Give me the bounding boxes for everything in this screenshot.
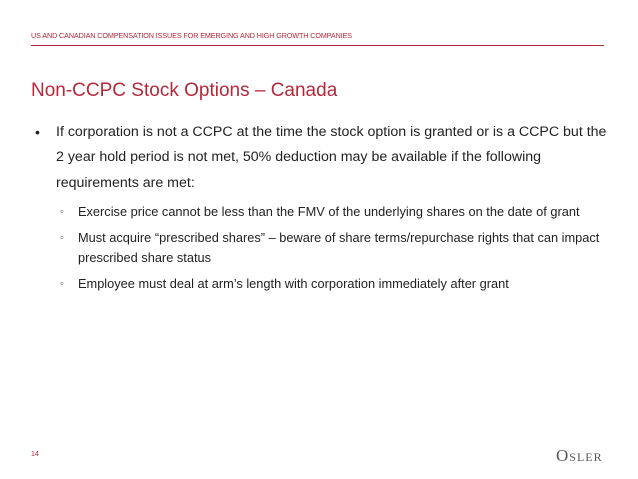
sub-bullet	[31, 202, 611, 222]
running-header: US AND CANADIAN COMPENSATION ISSUES FOR EMERGING AND HIGH GROWTH COMPANIES	[31, 31, 352, 40]
sub-bullet-text: Exercise price cannot be less than the FMV of the underlying shares on the date of grant	[78, 203, 580, 219]
main-bullet-text: If corporation is not a CCPC at the time the stock option is granted or is a CCPC but the 2 year hold period is not met, 50% deduction may be available if the following requirements are met:	[56, 124, 607, 191]
sub-bullet-icon: ◦	[60, 231, 64, 244]
sub-bullet-text: Must acquire “prescribed shares” – beware of share terms/repurchase rights that can impact prescribed share status	[78, 229, 600, 265]
sub-bullet	[31, 274, 611, 294]
sub-bullet	[31, 228, 611, 268]
bullet-icon: •	[35, 124, 40, 140]
main-bullet	[31, 120, 611, 196]
osler-logo: Osler	[556, 446, 603, 465]
slide-content	[31, 120, 611, 294]
sub-bullet-text: Employee must deal at arm’s length with corporation immediately after grant	[78, 275, 509, 291]
slide-title: Non-CCPC Stock Options – Canada	[31, 80, 338, 101]
header-divider	[31, 45, 604, 46]
sub-bullet-icon: ◦	[60, 205, 64, 218]
sub-bullet-icon: ◦	[60, 277, 64, 290]
page-number: 14	[31, 451, 39, 458]
